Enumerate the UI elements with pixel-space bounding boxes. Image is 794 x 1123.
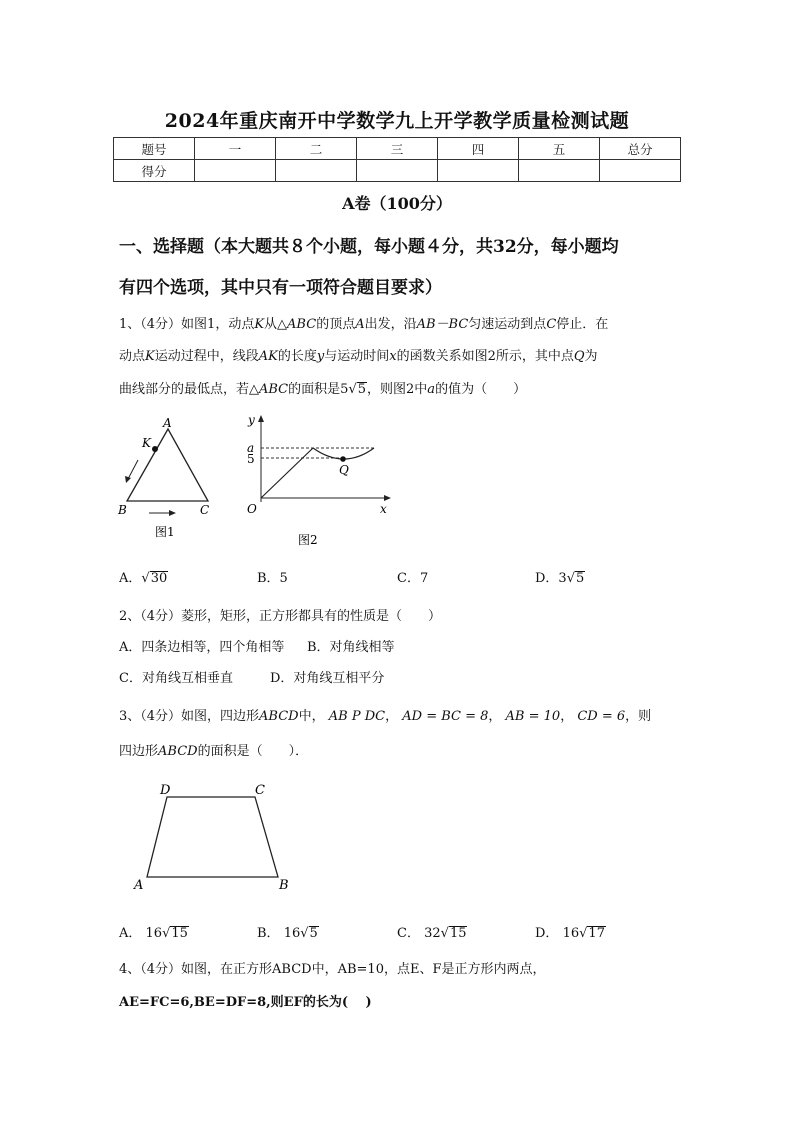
label-d: D	[160, 783, 171, 798]
score-cell-header: 四	[438, 138, 519, 160]
y-axis-arrow	[258, 415, 264, 422]
q2-option-b[interactable]: B．对角线相等	[307, 640, 395, 655]
label-x: x	[380, 502, 387, 516]
figure-1-caption: 图1	[155, 525, 175, 539]
figure-2-caption: 图2	[298, 533, 318, 547]
label-c: C	[200, 503, 210, 517]
q4-line-2: AE=FC=6,BE=DF=8,则EF的长为( )	[119, 995, 372, 1010]
q2-option-c[interactable]: C．对角线互相垂直	[119, 671, 233, 686]
score-cell-header: 一	[195, 138, 276, 160]
label-a: A	[134, 878, 144, 893]
volume-heading: A卷（100分）	[342, 194, 452, 213]
q1-figure-1	[112, 412, 222, 542]
q2-option-a[interactable]: A．四条边相等，四个角相等	[119, 640, 285, 655]
label-a: A	[163, 416, 172, 430]
q2-stem: 2、（4分）菱形，矩形，正方形都具有的性质是（ ）	[119, 609, 442, 624]
section-heading-line-2: 有四个选项，其中只有一项符合题目要求）	[119, 278, 442, 298]
score-cell-blank	[519, 160, 600, 182]
score-cell-header: 总分	[600, 138, 681, 160]
score-cell-header: 三	[357, 138, 438, 160]
arrow-bc-head	[169, 510, 176, 516]
point-q	[340, 456, 346, 462]
label-c: C	[255, 783, 265, 798]
graph-linear-segment	[261, 448, 313, 498]
x-axis-arrow	[384, 495, 391, 501]
score-cell-blank	[195, 160, 276, 182]
label-b: B	[118, 503, 127, 517]
label-a-value: a	[247, 441, 255, 455]
q1-figure-2	[238, 410, 398, 550]
q3-option-b[interactable]: B． 16√5	[257, 926, 318, 941]
score-cell-blank	[357, 160, 438, 182]
section-heading-line-1: 一、选择题（本大题共８个小题，每小题４分，共32分，每小题均	[119, 237, 619, 257]
q1-line-2: 动点K运动过程中，线段AK的长度y与运动时间x的函数关系如图2所示，其中点Q为	[119, 349, 598, 364]
label-b: B	[279, 878, 289, 893]
q3-option-c[interactable]: C． 32√15	[397, 926, 467, 941]
q3-line-2: 四边形ABCD的面积是（ ）．	[119, 744, 309, 759]
q1-option-c[interactable]: C．7	[397, 571, 429, 586]
q3-figure-trapezoid	[130, 780, 300, 895]
triangle-abc	[127, 429, 208, 501]
score-table	[113, 137, 681, 182]
label-q: Q	[339, 463, 349, 477]
q1-option-b[interactable]: B．5	[257, 571, 288, 586]
page-title: 2024年重庆南开中学数学九上开学教学质量检测试题	[164, 110, 630, 132]
arrow-ab-head	[125, 476, 131, 483]
q2-option-d[interactable]: D．对角线互相平分	[270, 671, 385, 686]
score-cell-header: 二	[276, 138, 357, 160]
arrow-ab-direction	[128, 460, 138, 479]
score-cell-blank	[600, 160, 681, 182]
label-5-value: 5	[247, 452, 255, 466]
q1-line-3: 曲线部分的最低点，若△ABC的面积是5√5，则图2中a的值为（ ）	[119, 382, 527, 397]
q3-option-a[interactable]: A． 16√15	[119, 926, 188, 941]
q3-line-1: 3、（4分）如图，四边形ABCD中， AB P DC， AD = BC = 8， AB = 10， CD = 6，则	[119, 709, 652, 724]
label-origin: O	[247, 502, 257, 516]
q1-option-d[interactable]: D．3√5	[535, 571, 585, 586]
q3-option-d[interactable]: D． 16√17	[535, 926, 605, 941]
q4-line-1: 4、（4分）如图，在正方形ABCD中，AB=10，点E、F是正方形内两点，	[119, 962, 546, 977]
trapezoid-abcd	[147, 797, 278, 877]
score-cell-header: 五	[519, 138, 600, 160]
score-table-score-row	[114, 160, 681, 182]
score-cell-header: 题号	[114, 138, 195, 160]
q1-line-1: 1、（4分）如图1，动点K从△ABC的顶点A出发，沿AB－BC匀速运动到点C停止．在	[119, 317, 609, 332]
score-cell-blank	[438, 160, 519, 182]
score-table-header-row	[114, 138, 681, 160]
point-k	[152, 446, 158, 452]
score-row-label: 得分	[114, 160, 195, 182]
label-k: K	[142, 436, 151, 450]
q1-option-a[interactable]: A．√30	[119, 571, 168, 586]
label-y: y	[248, 413, 255, 427]
score-cell-blank	[276, 160, 357, 182]
